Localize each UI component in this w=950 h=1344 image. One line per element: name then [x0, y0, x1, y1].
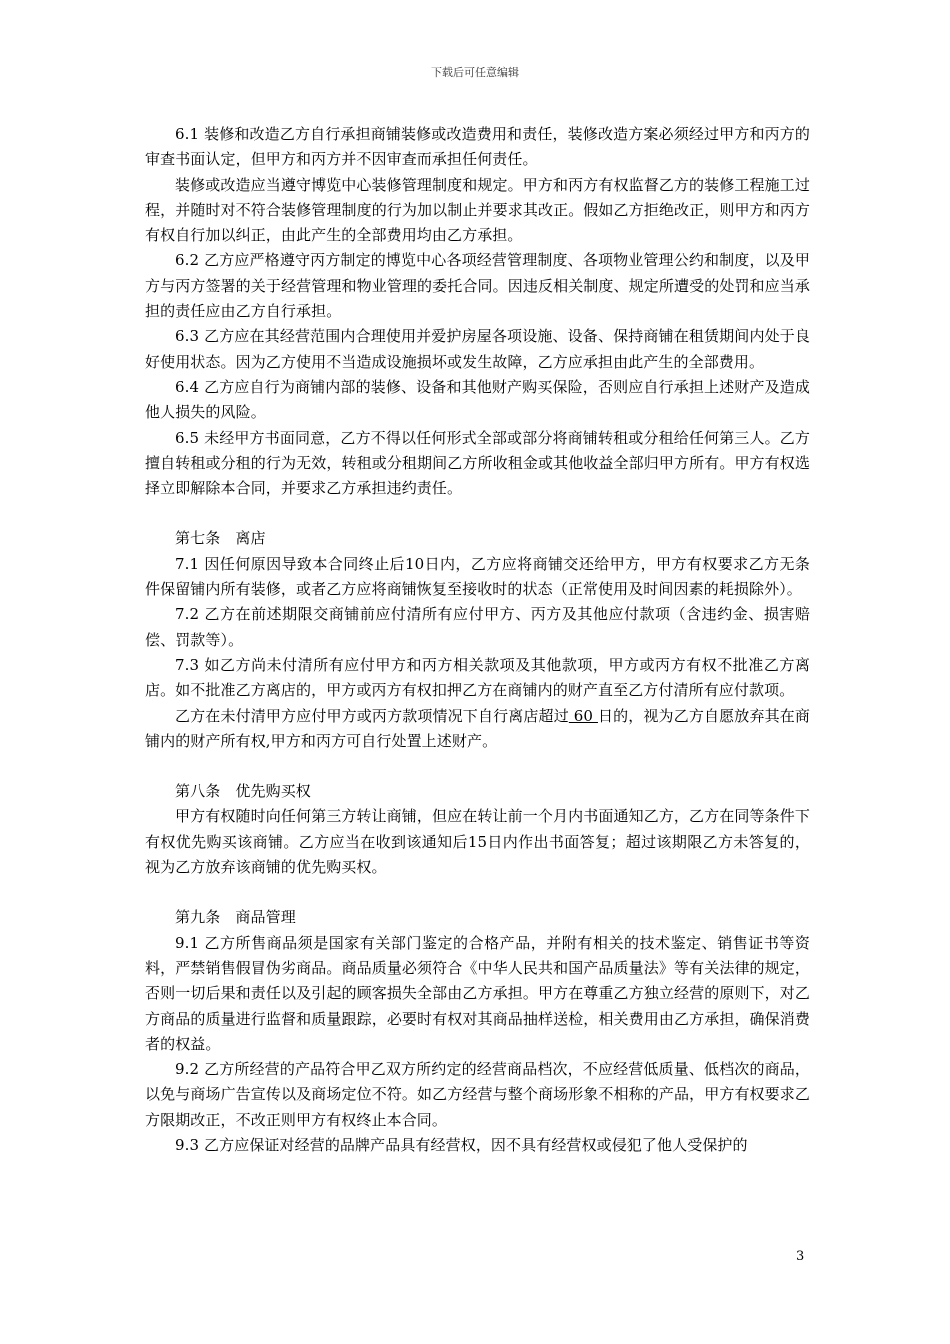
page-number: 3	[796, 1249, 805, 1264]
section-gap	[145, 880, 810, 905]
clause-6-1: 6.1 装修和改造乙方自行承担商铺装修或改造费用和责任，装修改造方案必须经过甲方和丙方的审查书面认定，但甲方和丙方并不因审查而承担任何责任。	[145, 125, 810, 169]
clause-9-1: 9.1 乙方所售商品须是国家有关部门鉴定的合格产品，并附有相关的技术鉴定、销售证书等资料，严禁销售假冒伪劣商品。商品质量必须符合《中华人民共和国产品质量法》等有关法律的规定，否则一切后果和责任以及引起的顾客损失全部由乙方承担。甲方在尊重乙方独立经营的原则下，对乙方商品的质量进行监督和质量跟踪，必要时有权对其商品抽样送检，相关费用由乙方承担，确保消费者的权益。	[145, 933, 810, 1053]
clause-6-1-continued: 装修或改造应当遵守博览中心装修管理制度和规定。甲方和丙方有权监督乙方的装修工程施工过程，并随时对不符合装修管理制度的行为加以制止并要求其改正。假如乙方拒绝改正，则甲方和丙方有权自行加以纠正，由此产生的全部费用均由乙方承担。	[145, 175, 810, 245]
clause-7-2: 7.2 乙方在前述期限交商铺前应付清所有应付甲方、丙方及其他应付款项（含违约金、损害赔偿、罚款等）。	[145, 605, 810, 649]
page-header: 下载后可任意编辑	[431, 66, 519, 79]
document-body	[145, 122, 810, 1158]
clause-7-3: 7.3 如乙方尚未付清所有应付甲方和丙方相关款项及其他款项，甲方或丙方有权不批准乙方离店。如不批准乙方离店的，甲方或丙方有权扣押乙方在商铺内的财产直至乙方付清所有应付款项。	[145, 655, 810, 700]
section-heading-8: 第八条 优先购买权	[175, 782, 311, 801]
clause-7-3-continued	[145, 704, 810, 755]
clause-9-3: 9.3 乙方应保证对经营的品牌产品具有经营权，因不具有经营权或侵犯了他人受保护的	[175, 1135, 748, 1154]
section-gap	[145, 754, 810, 779]
clause-7-1: 7.1 因任何原因导致本合同终止后10日内，乙方应将商铺交还给甲方，甲方有权要求乙方无条件保留铺内所有装修，或者乙方应将商铺恢复至接收时的状态（正常使用及时间因素的耗损除外）。	[145, 554, 810, 599]
clause-6-5: 6.5 未经甲方书面同意，乙方不得以任何形式全部或部分将商铺转租或分租给任何第三人。乙方擅自转租或分租的行为无效，转租或分租期间乙方所收租金或其他收益全部归甲方所有。甲方有权选择立即解除本合同，并要求乙方承担违约责任。	[145, 428, 810, 498]
clause-8: 甲方有权随时向任何第三方转让商铺，但应在转让前一个月内书面通知乙方，乙方在同等条件下有权优先购买该商铺。乙方应当在收到该通知后15日内作出书面答复；超过该期限乙方未答复的，视为乙方放弃该商铺的优先购买权。	[145, 807, 810, 877]
clause-6-3: 6.3 乙方应在其经营范围内合理使用并爱护房屋各项设施、设备、保持商铺在租赁期间内处于良好使用状态。因为乙方使用不当造成设施损坏或发生故障，乙方应承担由此产生的全部费用。	[145, 327, 810, 371]
clause-6-4: 6.4 乙方应自行为商铺内部的装修、设备和其他财产购买保险，否则应自行承担上述财产及造成他人损失的风险。	[145, 377, 810, 422]
clause-7-3-continued-pre: 乙方在未付清甲方应付甲方或丙方款项情况下自行离店超过	[175, 706, 569, 725]
days-underlined: 60	[568, 706, 598, 725]
clause-7-3-continued-post: 日的，视为乙方自愿放弃其在商铺内的财产所有权,甲方和丙方可自行处置上述财产。	[145, 706, 810, 750]
section-heading-7: 第七条 离店	[175, 529, 266, 548]
section-gap	[145, 501, 810, 526]
clause-9-2: 9.2 乙方所经营的产品符合甲乙双方所约定的经营商品档次，不应经营低质量、低档次的商品，以免与商场广告宣传以及商场定位不符。如乙方经营与整个商场形象不相称的产品，甲方有权要求乙方限期改正，不改正则甲方有权终止本合同。	[145, 1060, 810, 1129]
clause-6-2: 6.2 乙方应严格遵守丙方制定的博览中心各项经营管理制度、各项物业管理公约和制度，以及甲方与丙方签署的关于经营管理和物业管理的委托合同。因违反相关制度、规定所遭受的处罚和应当承担的责任应由乙方自行承担。	[145, 251, 810, 321]
section-heading-9: 第九条 商品管理	[175, 908, 296, 927]
